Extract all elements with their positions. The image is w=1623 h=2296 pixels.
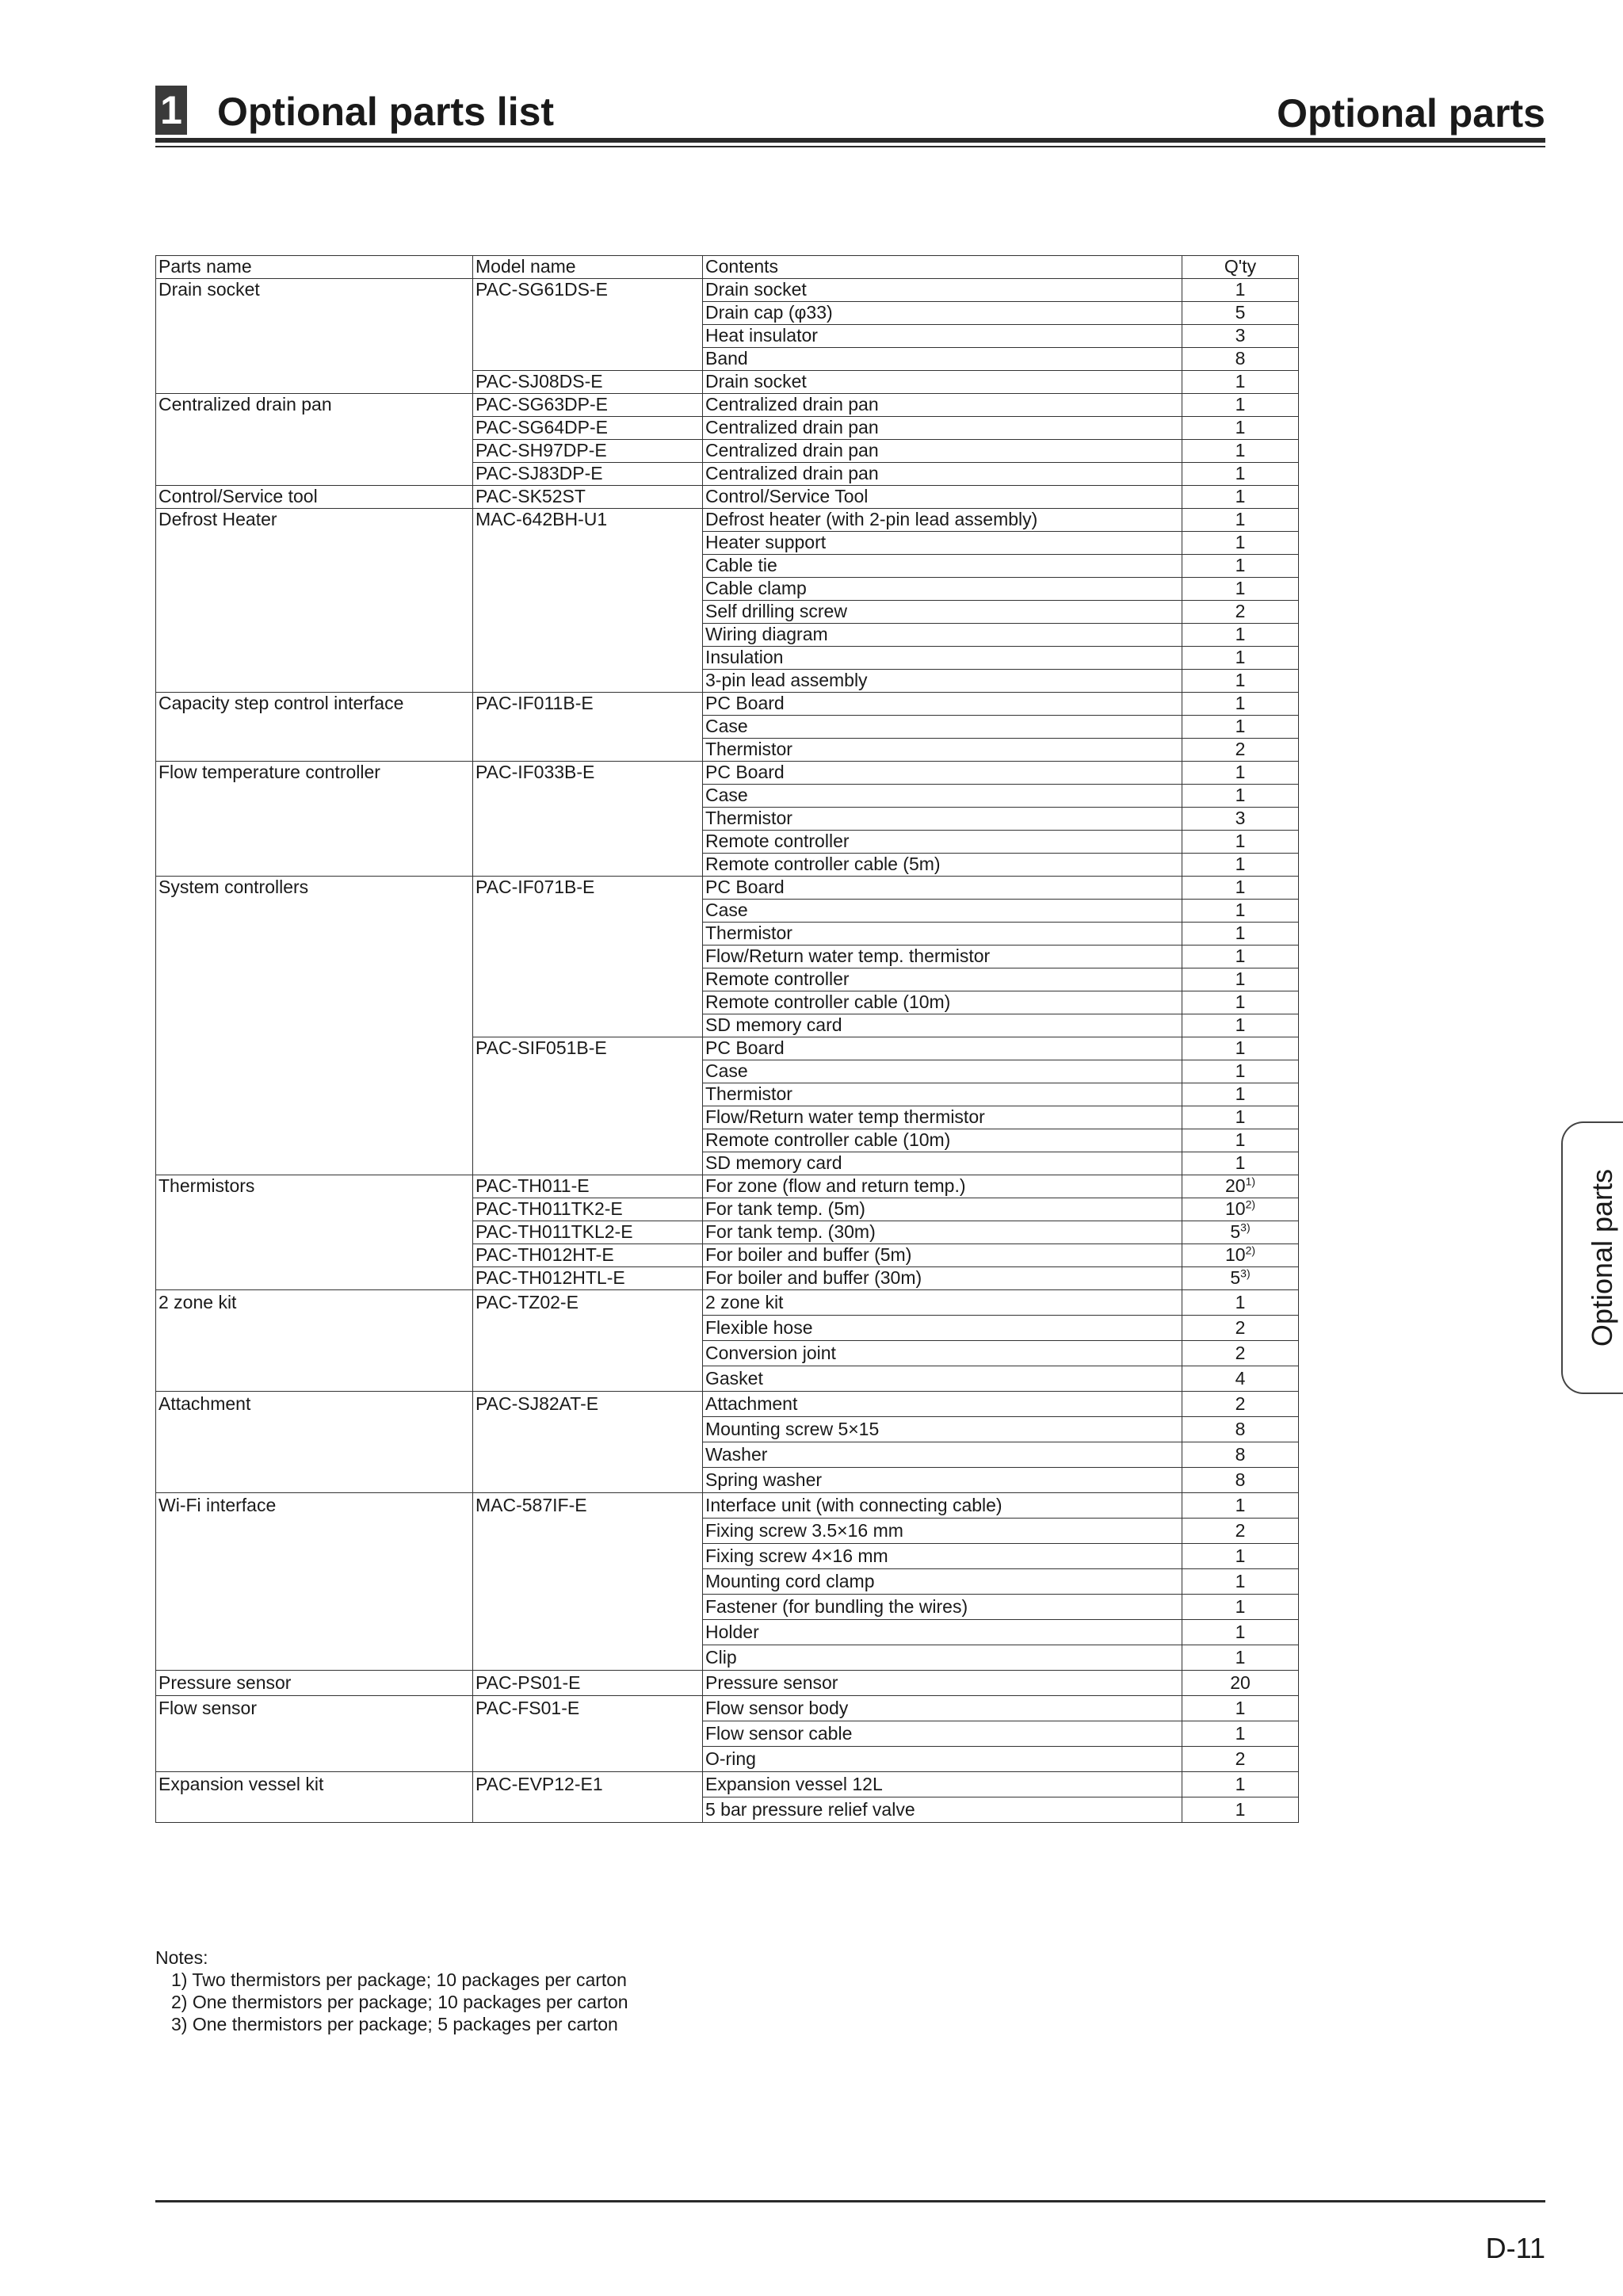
cell-qty [1182,1671,1299,1696]
qty-value: 1 [1235,1622,1246,1642]
qty-value: 1 [1235,279,1246,300]
cell-contents: Pressure sensor [703,1671,1182,1696]
qty-value: 1 [1235,693,1246,713]
qty-value: 1 [1235,1545,1246,1566]
qty-footnote-ref: 1) [1245,1175,1256,1188]
qty-value: 1 [1235,532,1246,552]
qty-value: 2 [1235,739,1246,759]
table-row [156,1175,1299,1198]
cell-qty [1182,417,1299,440]
cell-contents: Band [703,348,1182,371]
cell-model-name: PAC-TZ02-E [473,1290,703,1392]
cell-qty [1182,1519,1299,1544]
cell-contents: Defrost heater (with 2-pin lead assembly) [703,509,1182,532]
cell-contents: For boiler and buffer (5m) [703,1244,1182,1267]
cell-contents: For tank temp. (30m) [703,1221,1182,1244]
cell-model-name: PAC-TH011-E [473,1175,703,1198]
cell-contents: Thermistor [703,923,1182,946]
cell-model-name: PAC-SG64DP-E [473,417,703,440]
qty-value: 1 [1235,1083,1246,1104]
note-item: 1) Two thermistors per package; 10 packages per carton [171,1969,627,1990]
cell-qty [1182,1569,1299,1595]
qty-value: 1 [1235,785,1246,805]
chapter-title: Optional parts [1277,91,1545,136]
cell-contents: Insulation [703,647,1182,670]
cell-contents: Drain cap (φ33) [703,302,1182,325]
qty-value: 20 [1230,1672,1251,1693]
cell-qty [1182,716,1299,739]
qty-value: 1 [1235,762,1246,782]
qty-value: 1 [1235,578,1246,598]
qty-value: 1 [1235,1152,1246,1173]
cell-contents: Drain socket [703,279,1182,302]
qty-value: 1 [1235,900,1246,920]
cell-qty [1182,785,1299,808]
cell-parts-name: 2 zone kit [156,1290,473,1392]
table-row [156,394,1299,417]
cell-qty [1182,1316,1299,1341]
cell-qty [1182,440,1299,463]
header-model-name: Model name [473,256,703,279]
qty-value: 1 [1235,440,1246,460]
table-row [156,1772,1299,1797]
cell-contents: Flow sensor cable [703,1721,1182,1747]
cell-qty [1182,1595,1299,1620]
cell-contents: Case [703,900,1182,923]
cell-model-name: PAC-SIF051B-E [473,1037,703,1175]
cell-contents: Drain socket [703,371,1182,394]
cell-parts-name: Capacity step control interface [156,693,473,762]
cell-contents: Remote controller cable (10m) [703,1129,1182,1152]
cell-qty [1182,279,1299,302]
cell-qty [1182,647,1299,670]
qty-footnote-ref: 2) [1245,1244,1256,1257]
cell-parts-name: Drain socket [156,279,473,394]
table-row [156,762,1299,785]
cell-qty [1182,348,1299,371]
cell-model-name: PAC-TH012HT-E [473,1244,703,1267]
qty-value: 1 [1235,1698,1246,1718]
qty-value: 1 [1235,1014,1246,1035]
cell-contents: Fastener (for bundling the wires) [703,1595,1182,1620]
cell-qty [1182,463,1299,486]
header-rule-thin [155,146,1545,147]
side-tab-optional-parts [1561,1121,1623,1394]
qty-value: 10 [1224,1244,1246,1265]
qty-value: 1 [1235,417,1246,437]
qty-value: 1 [1235,923,1246,943]
cell-contents: 5 bar pressure relief valve [703,1797,1182,1823]
cell-qty [1182,762,1299,785]
cell-contents: Self drilling screw [703,601,1182,624]
qty-value: 1 [1235,1647,1246,1668]
cell-contents: Expansion vessel 12L [703,1772,1182,1797]
table-row [156,1392,1299,1417]
cell-qty [1182,1544,1299,1569]
cell-model-name: MAC-642BH-U1 [473,509,703,693]
cell-contents: Thermistor [703,1083,1182,1106]
cell-parts-name: Centralized drain pan [156,394,473,486]
cell-contents: Clip [703,1645,1182,1671]
cell-qty [1182,1267,1299,1290]
note-item: 3) One thermistors per package; 5 packages per carton [171,2014,618,2034]
cell-contents: SD memory card [703,1152,1182,1175]
cell-contents: Case [703,785,1182,808]
qty-value: 1 [1235,509,1246,529]
cell-model-name: PAC-IF011B-E [473,693,703,762]
cell-contents: Mounting screw 5×15 [703,1417,1182,1442]
cell-parts-name: Wi-Fi interface [156,1493,473,1671]
cell-qty [1182,1083,1299,1106]
cell-contents: For zone (flow and return temp.) [703,1175,1182,1198]
qty-value: 1 [1235,877,1246,897]
qty-value: 5 [1230,1221,1241,1242]
qty-value: 2 [1235,1748,1246,1769]
qty-value: 1 [1235,670,1246,690]
cell-contents: Remote controller cable (5m) [703,854,1182,877]
table-body [156,279,1299,1823]
cell-model-name: PAC-SG63DP-E [473,394,703,417]
cell-contents: Thermistor [703,808,1182,831]
cell-contents: Heat insulator [703,325,1182,348]
qty-value: 1 [1235,1723,1246,1744]
cell-qty [1182,831,1299,854]
qty-value: 8 [1235,1444,1246,1465]
qty-value: 4 [1235,1368,1246,1389]
qty-footnote-ref: 2) [1245,1198,1256,1211]
qty-value: 1 [1235,946,1246,966]
cell-qty [1182,1696,1299,1721]
cell-model-name: PAC-PS01-E [473,1671,703,1696]
qty-value: 1 [1235,463,1246,483]
qty-value: 1 [1235,486,1246,506]
cell-contents: Fixing screw 4×16 mm [703,1544,1182,1569]
cell-qty [1182,1468,1299,1493]
cell-model-name: PAC-SH97DP-E [473,440,703,463]
cell-qty [1182,302,1299,325]
qty-value: 1 [1235,647,1246,667]
cell-qty [1182,1442,1299,1468]
qty-value: 1 [1235,991,1246,1012]
qty-value: 1 [1235,1596,1246,1617]
qty-value: 8 [1235,1419,1246,1439]
cell-parts-name: Pressure sensor [156,1671,473,1696]
cell-qty [1182,1772,1299,1797]
cell-contents: For tank temp. (5m) [703,1198,1182,1221]
cell-model-name: PAC-IF071B-E [473,877,703,1037]
cell-contents: O-ring [703,1747,1182,1772]
header-contents: Contents [703,256,1182,279]
cell-qty [1182,1014,1299,1037]
cell-qty [1182,968,1299,991]
cell-model-name: PAC-EVP12-E1 [473,1772,703,1823]
cell-model-name: PAC-IF033B-E [473,762,703,877]
qty-value: 1 [1235,1106,1246,1127]
qty-value: 3 [1235,325,1246,346]
cell-qty [1182,1747,1299,1772]
cell-qty [1182,1797,1299,1823]
cell-contents: Washer [703,1442,1182,1468]
qty-value: 2 [1235,1343,1246,1363]
cell-qty [1182,877,1299,900]
cell-parts-name: System controllers [156,877,473,1175]
cell-qty [1182,1341,1299,1366]
cell-contents: Centralized drain pan [703,463,1182,486]
qty-value: 1 [1235,1495,1246,1515]
header-parts-name: Parts name [156,256,473,279]
note-item: 2) One thermistors per package; 10 packages per carton [171,1992,628,2012]
cell-contents: Centralized drain pan [703,440,1182,463]
cell-qty [1182,1417,1299,1442]
footer-rule [155,2200,1545,2202]
qty-value: 1 [1235,624,1246,644]
cell-qty [1182,325,1299,348]
cell-model-name: PAC-FS01-E [473,1696,703,1772]
cell-qty [1182,371,1299,394]
table-row [156,1493,1299,1519]
qty-value: 5 [1235,302,1246,323]
table-row [156,1696,1299,1721]
cell-contents: 3-pin lead assembly [703,670,1182,693]
cell-parts-name: Flow sensor [156,1696,473,1772]
cell-contents: PC Board [703,762,1182,785]
table-row [156,1671,1299,1696]
header-qty: Q'ty [1182,256,1299,279]
cell-contents: 2 zone kit [703,1290,1182,1316]
cell-qty [1182,923,1299,946]
cell-contents: Gasket [703,1366,1182,1392]
cell-contents: Conversion joint [703,1341,1182,1366]
cell-contents: Centralized drain pan [703,417,1182,440]
cell-contents: Fixing screw 3.5×16 mm [703,1519,1182,1544]
qty-value: 1 [1235,1571,1246,1591]
qty-footnote-ref: 3) [1240,1221,1251,1234]
table-row [156,279,1299,302]
cell-qty [1182,1060,1299,1083]
qty-value: 2 [1235,1317,1246,1338]
notes [155,1946,628,2035]
table-row [156,509,1299,532]
cell-qty [1182,693,1299,716]
cell-model-name: PAC-SJ83DP-E [473,463,703,486]
cell-contents: Cable clamp [703,578,1182,601]
cell-qty [1182,900,1299,923]
cell-contents: Attachment [703,1392,1182,1417]
cell-contents: Wiring diagram [703,624,1182,647]
cell-qty [1182,1366,1299,1392]
cell-contents: PC Board [703,693,1182,716]
cell-qty [1182,991,1299,1014]
qty-value: 5 [1230,1267,1241,1288]
qty-value: 20 [1224,1175,1246,1196]
cell-qty [1182,1645,1299,1671]
cell-qty [1182,532,1299,555]
cell-contents: PC Board [703,1037,1182,1060]
cell-qty [1182,486,1299,509]
header-rule-thick [155,138,1545,143]
qty-value: 1 [1235,1129,1246,1150]
qty-value: 2 [1235,601,1246,621]
qty-value: 2 [1235,1520,1246,1541]
cell-contents: Control/Service Tool [703,486,1182,509]
side-tab-label: Optional parts [1586,1168,1618,1347]
cell-contents: SD memory card [703,1014,1182,1037]
cell-qty [1182,624,1299,647]
section-number: 1 [155,86,187,135]
cell-qty [1182,1721,1299,1747]
cell-qty [1182,1129,1299,1152]
cell-parts-name: Attachment [156,1392,473,1493]
table-row [156,693,1299,716]
cell-qty [1182,946,1299,968]
cell-qty [1182,601,1299,624]
cell-qty [1182,670,1299,693]
cell-contents: Thermistor [703,739,1182,762]
table-header-row [156,256,1299,279]
cell-contents: Remote controller [703,968,1182,991]
cell-parts-name: Flow temperature controller [156,762,473,877]
section-title: Optional parts list [217,90,555,134]
cell-parts-name: Thermistors [156,1175,473,1290]
qty-value: 1 [1235,394,1246,415]
page-number: D-11 [1485,2232,1545,2264]
table-row [156,486,1299,509]
qty-value: 1 [1235,1774,1246,1794]
cell-model-name: PAC-TH011TK2-E [473,1198,703,1221]
cell-model-name: MAC-587IF-E [473,1493,703,1671]
qty-value: 3 [1235,808,1246,828]
qty-value: 2 [1235,1393,1246,1414]
cell-qty [1182,394,1299,417]
qty-value: 1 [1235,968,1246,989]
cell-qty [1182,1244,1299,1267]
cell-model-name: PAC-SJ82AT-E [473,1392,703,1493]
cell-contents: PC Board [703,877,1182,900]
cell-qty [1182,1493,1299,1519]
cell-qty [1182,509,1299,532]
cell-model-name: PAC-SK52ST [473,486,703,509]
optional-parts-table [155,255,1299,1823]
cell-qty [1182,739,1299,762]
cell-qty [1182,1152,1299,1175]
cell-qty [1182,1175,1299,1198]
cell-model-name: PAC-SJ08DS-E [473,371,703,394]
qty-value: 1 [1235,1060,1246,1081]
cell-qty [1182,1392,1299,1417]
qty-value: 1 [1235,371,1246,392]
cell-model-name: PAC-SG61DS-E [473,279,703,371]
cell-model-name: PAC-TH012HTL-E [473,1267,703,1290]
cell-parts-name: Control/Service tool [156,486,473,509]
qty-value: 8 [1235,348,1246,369]
cell-qty [1182,808,1299,831]
qty-value: 1 [1235,1037,1246,1058]
qty-value: 10 [1224,1198,1246,1219]
cell-contents: Interface unit (with connecting cable) [703,1493,1182,1519]
cell-contents: Mounting cord clamp [703,1569,1182,1595]
qty-value: 1 [1235,1292,1246,1312]
cell-qty [1182,1198,1299,1221]
cell-contents: Centralized drain pan [703,394,1182,417]
cell-qty [1182,578,1299,601]
cell-parts-name: Expansion vessel kit [156,1772,473,1823]
qty-value: 1 [1235,555,1246,575]
notes-title: Notes: [155,1947,208,1968]
cell-qty [1182,1037,1299,1060]
cell-qty [1182,1290,1299,1316]
cell-model-name: PAC-TH011TKL2-E [473,1221,703,1244]
cell-contents: Cable tie [703,555,1182,578]
cell-qty [1182,1620,1299,1645]
qty-value: 1 [1235,716,1246,736]
cell-contents: Case [703,1060,1182,1083]
cell-qty [1182,1106,1299,1129]
qty-value: 1 [1235,1799,1246,1820]
cell-contents: Flow/Return water temp thermistor [703,1106,1182,1129]
table-row [156,1290,1299,1316]
cell-contents: Holder [703,1620,1182,1645]
cell-contents: Heater support [703,532,1182,555]
cell-qty [1182,1221,1299,1244]
qty-footnote-ref: 3) [1240,1266,1251,1280]
cell-contents: Flow/Return water temp. thermistor [703,946,1182,968]
cell-contents: Case [703,716,1182,739]
cell-contents: For boiler and buffer (30m) [703,1267,1182,1290]
cell-qty [1182,854,1299,877]
cell-contents: Flow sensor body [703,1696,1182,1721]
cell-contents: Remote controller cable (10m) [703,991,1182,1014]
cell-contents: Remote controller [703,831,1182,854]
cell-contents: Flexible hose [703,1316,1182,1341]
qty-value: 1 [1235,831,1246,851]
cell-parts-name: Defrost Heater [156,509,473,693]
cell-contents: Spring washer [703,1468,1182,1493]
table-row [156,877,1299,900]
qty-value: 1 [1235,854,1246,874]
cell-qty [1182,555,1299,578]
qty-value: 8 [1235,1469,1246,1490]
page-header [155,86,1545,149]
